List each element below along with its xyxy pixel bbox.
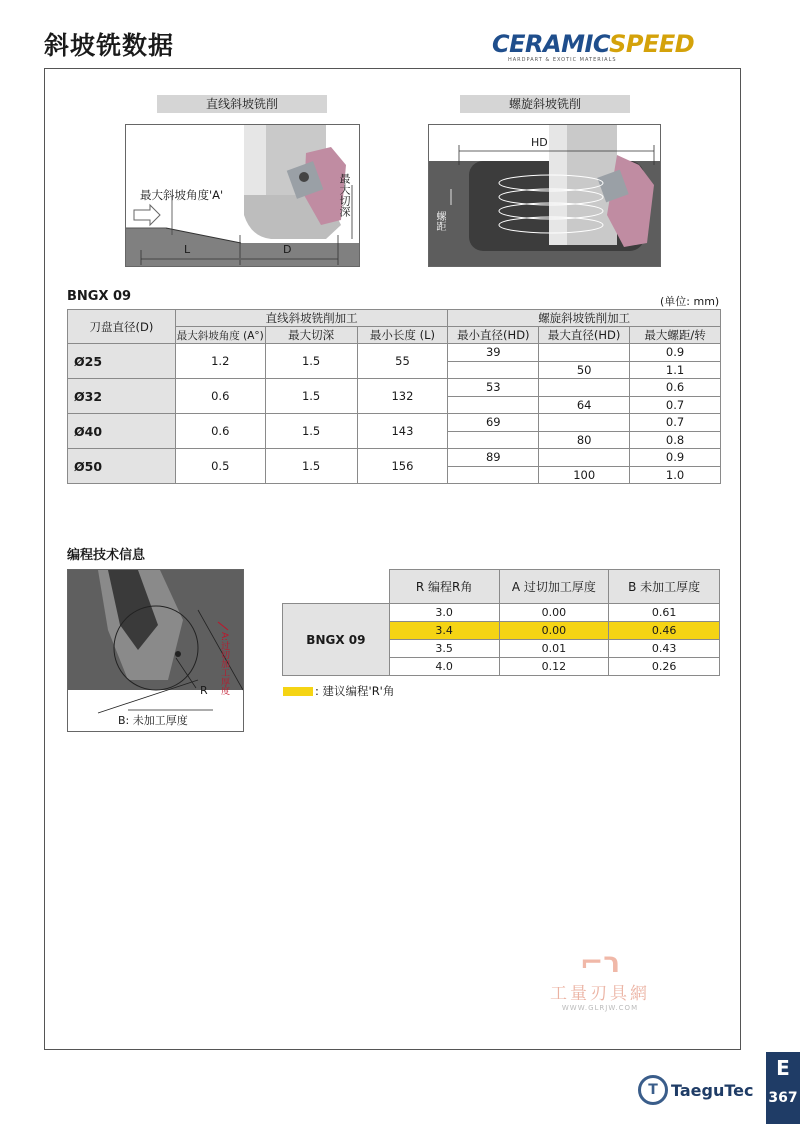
pitch-cell: 1.0	[630, 466, 721, 484]
col-uncut: B 未加工厚度	[609, 570, 720, 604]
empty-cell	[539, 414, 630, 432]
min-length-cell: 132	[357, 379, 448, 414]
max-hd-cell: 50	[539, 361, 630, 379]
hd-label: HD	[531, 136, 548, 149]
depth-cell: 1.5	[265, 344, 357, 379]
pitch-cell: 0.9	[630, 344, 721, 362]
angle-cell: 0.5	[175, 449, 265, 484]
group-linear-ramp: 直线斜坡铣削加工	[175, 310, 448, 327]
pitch-cell: 0.9	[630, 449, 721, 467]
group-helical-ramp: 螺旋斜坡铣削加工	[448, 310, 721, 327]
brand-name-part2: SPEED	[609, 30, 695, 58]
a-cell: 0.12	[499, 658, 609, 676]
pitch-cell: 0.6	[630, 379, 721, 397]
ramp-data-table	[67, 309, 721, 484]
b-cell: 0.61	[609, 604, 720, 622]
table-row	[68, 379, 721, 397]
pitch-cell: 1.1	[630, 361, 721, 379]
angle-cell: 0.6	[175, 414, 265, 449]
ceramic-speed-logo	[492, 30, 742, 66]
taegutec-emblem-icon: T	[638, 1075, 668, 1105]
empty-cell	[448, 466, 539, 484]
r-cell: 3.0	[389, 604, 499, 622]
table-row	[68, 344, 721, 362]
table-row	[283, 604, 720, 622]
brand-tagline: HARDPART & EXOTIC MATERIALS	[508, 57, 617, 63]
a-cell: 0.01	[499, 640, 609, 658]
empty-cell	[539, 344, 630, 362]
b-cell: 0.26	[609, 658, 720, 676]
programming-section-title: 编程技术信息	[67, 548, 146, 563]
depth-cell: 1.5	[265, 379, 357, 414]
empty-cell	[539, 449, 630, 467]
pitch-cell: 0.7	[630, 414, 721, 432]
company-name: TaeguTec	[671, 1080, 754, 1100]
max-depth-label: 最大切深	[338, 173, 351, 217]
cutter-dia-cell: Ø50	[68, 449, 176, 484]
max-ramp-angle-label: 最大斜坡角度'A'	[140, 188, 224, 202]
linear-ramp-diagram	[125, 124, 360, 267]
min-length-cell: 143	[357, 414, 448, 449]
col-max-pitch: 最大螺距/转	[630, 327, 721, 344]
r-cell: 4.0	[389, 658, 499, 676]
min-hd-cell: 53	[448, 379, 539, 397]
col-max-angle: 最大斜坡角度 (A°)	[175, 327, 265, 344]
a-cell: 0.00	[499, 604, 609, 622]
unit-note: (单位: mm)	[660, 295, 720, 308]
pitch-cell: 0.8	[630, 431, 721, 449]
corner-cell	[283, 570, 390, 604]
highlight-swatch	[283, 687, 313, 696]
insert-label: BNGX 09	[283, 604, 390, 676]
taegutec-logo	[638, 1075, 753, 1105]
max-hd-cell: 80	[539, 431, 630, 449]
page-title: 斜坡铣数据	[44, 31, 175, 60]
programming-table	[282, 569, 720, 676]
page-tab	[766, 1052, 800, 1124]
col-program-r: R 编程R角	[389, 570, 499, 604]
table-row	[68, 414, 721, 432]
min-hd-cell: 69	[448, 414, 539, 432]
min-hd-cell: 89	[448, 449, 539, 467]
watermark-url: WWW.GLRJW.COM	[561, 1004, 639, 1012]
length-L-label: L	[184, 243, 191, 256]
min-hd-cell: 39	[448, 344, 539, 362]
empty-cell	[539, 379, 630, 397]
angle-cell: 1.2	[175, 344, 265, 379]
b-cell: 0.46	[609, 622, 720, 640]
linear-ramp-label: 直线斜坡铣削	[157, 95, 327, 113]
ramp-section-title: BNGX 09	[67, 289, 132, 304]
col-cutter-dia: 刀盘直径(D)	[68, 310, 176, 344]
max-hd-cell: 100	[539, 466, 630, 484]
programming-diagram	[67, 569, 244, 732]
empty-cell	[448, 431, 539, 449]
recommended-legend	[283, 683, 394, 699]
helical-ramp-diagram	[428, 124, 661, 267]
overcut-thickness-label: A:过切加工厚度	[219, 632, 229, 696]
helical-ramp-label: 螺旋斜坡铣削	[460, 95, 630, 113]
uncut-thickness-label: B: 未加工厚度	[118, 714, 188, 727]
empty-cell	[448, 396, 539, 414]
r-cell: 3.4	[389, 622, 499, 640]
legend-text: : 建议编程'R'角	[315, 684, 395, 698]
min-length-cell: 156	[357, 449, 448, 484]
table-row	[68, 449, 721, 467]
diameter-D-label: D	[283, 243, 292, 256]
min-length-cell: 55	[357, 344, 448, 379]
depth-cell: 1.5	[265, 449, 357, 484]
depth-cell: 1.5	[265, 414, 357, 449]
col-min-hd: 最小直径(HD)	[448, 327, 539, 344]
watermark	[530, 946, 670, 1012]
a-cell: 0.00	[499, 622, 609, 640]
pitch-label: 螺距	[434, 211, 445, 231]
brand-name-part1: CERAMIC	[492, 30, 610, 58]
radius-R-label: R	[200, 684, 208, 697]
angle-cell: 0.6	[175, 379, 265, 414]
watermark-logo-icon: ⌐ר	[579, 946, 621, 979]
section-letter: E	[776, 1056, 790, 1080]
cutter-dia-cell: Ø32	[68, 379, 176, 414]
col-max-hd: 最大直径(HD)	[539, 327, 630, 344]
cutter-dia-cell: Ø25	[68, 344, 176, 379]
max-hd-cell: 64	[539, 396, 630, 414]
cutter-dia-cell: Ø40	[68, 414, 176, 449]
watermark-text: 工量刃具網	[550, 984, 650, 1004]
pitch-cell: 0.7	[630, 396, 721, 414]
col-max-depth: 最大切深	[265, 327, 357, 344]
b-cell: 0.43	[609, 640, 720, 658]
col-overcut: A 过切加工厚度	[499, 570, 609, 604]
empty-cell	[448, 361, 539, 379]
col-min-length: 最小长度 (L)	[357, 327, 448, 344]
r-cell: 3.5	[389, 640, 499, 658]
page-number: 367	[768, 1090, 798, 1106]
